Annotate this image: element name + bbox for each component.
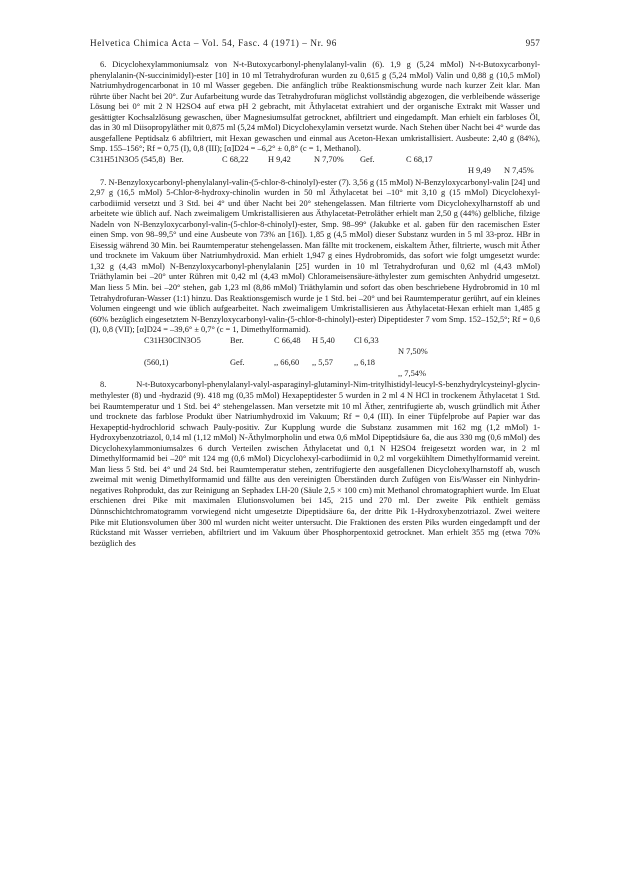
analysis-ber-label: Ber. [170, 155, 184, 165]
analysis-value: N 7,70% [314, 155, 344, 165]
elemental-analysis-6 [90, 155, 540, 166]
elemental-analysis-7-ber [144, 336, 540, 347]
elemental-analysis-7-gef [144, 358, 540, 369]
analysis-value: C 66,48 [274, 336, 301, 346]
analysis-formula: C31H30ClN3O5 [144, 336, 201, 346]
analysis-value: ,, 66,60 [274, 358, 300, 368]
analysis-formula: C31H51N3O5 (545,8) [90, 155, 166, 165]
elemental-analysis-7-gef-cont [398, 369, 540, 380]
paragraph-experiment-6: 6. Dicyclohexylammoniumsalz von N-t-Butoxycarbonyl-phenylalanyl-valin (6). 1,9 g (5,24 mMol) N-t-Butoxycarbonyl-phenylalanin-(N-succinimidyl)-ester [10] in 10 ml Tetrahydrofuran wurden zu 0,615 g (5,24 mMol) Valin und 0,88 g (10,5 mMol) Natriumhydrogencarbonat in 10 ml Wasser gegeben. Die anfänglich trübe Reaktionsmischung wurde nach kurzer Zeit klar. Man rührte über Nacht bei 20°. Zur Aufarbeitung wurde das Tetrahydrofuran möglichst vollständig abgezogen, die verbleibende wässerige Lösung bei 0° mit 2 N H2SO4 auf etwa pH 2 gebracht, mit Äthylacetat extrahiert und der organische Extrakt mit Wasser und gesättigter Kochsalzlösung gewaschen, über Magnesiumsulfat getrocknet, abfiltriert und eingedampft. Man erhielt ein farbloses Öl, das in 30 ml Diisopropyläther mit 0,875 ml (5,24 mMol) Dicyclohexylamin versetzt wurde. Nach Stehen über Nacht bei 4° wurde das ausgefallene Peptidsalz 6 abfiltriert, mit Hexan gewaschen und einmal aus Aceton-Hexan umkristallisiert. Ausbeute: 2,40 g (84%), Smp. 155–156°; Rf = 0,75 (I), 0,8 (III); [α]D24 = –6,2° ± 0,8° (c = 1, Methanol). [90, 60, 540, 154]
journal-citation: Helvetica Chimica Acta – Vol. 54, Fasc. 4 (1971) – Nr. 96 [90, 38, 337, 48]
paragraph-experiment-8: 8. N-t-Butoxycarbonyl-phenylalanyl-valyl-asparaginyl-glutaminyl-Nim-tritylhistidyl-leucyl-S-benzhydrylcysteinyl-glycin-methylester (8) und -hydrazid (9). 418 mg (0,35 mMol) Hexapeptidester 5 wurden in 2 ml 4 N HCl in trockenem Äthylacetat 1 Std. bei Raumtemperatur und 1 Std. bei 4° stehengelassen. Man versetzte mit 10 ml Äther, zentrifugierte ab, wusch gründlich mit Äther und trocknete das farblose Produkt über Natriumhydroxid im Vakuum; Rf = 0,4 (III). In einer Tüpfelprobe auf Papier war das Hexapeptid-hydrochlorid schwach Pauly-positiv. Zur Kupplung wurde die Substanz zusammen mit 162 mg (1,2 mMol) 1-Hydroxybenzotriazol, 0,14 ml (1,12 mMol) N-Äthylmorpholin und etwa 0,6 mMol Dipeptidsäure 6a, die aus 330 mg (0,6 mMol) des Dicyclohexylammoniumsalzes 6 durch Verteilen zwischen Äthylacetat und 0,1 N H2SO4 freigesetzt worden war, in 2 ml Dimethylformamid bei –20° mit 124 mg (0,6 mMol) Dicyclohexyl-carbodiimid in 0,2 ml vorgekühltem Dimethylformamid vereint. Man liess 5 Std. bei 4° und 24 Std. bei Raumtemperatur stehen, zentrifugierte den ausgefallenen Dicyclohexylharnstoff ab, wusch zweimal mit wenig Dimethylformamid und fällte aus den vereinigten Überständen durch Zufügen von Eis/Wasser ein Ninhydrin-negatives Rohprodukt, das zur Reinigung an Sephadex LH-20 (Säule 2,5 × 100 cm) mit Methanol chromatographiert wurde. Im Eluat erschienen drei Pike mit maximalen Elutionsvolumen bei 145, 215 und 270 ml. Der zweite Pik enthielt gemäss Dünnschichtchromatogramm vorwiegend nicht umgesetzte Dipeptidsäure 6a, der dritte Pik 1-Hydroxybenzotriazol. Zwei weitere Pike mit Elutionsvolumen über 300 ml wurden nicht weiter untersucht. Die Fraktionen des ersten Piks wurden eingedampft und der Rückstand mit Wasser verrieben, abfiltriert und im Vakuum über Phosphorpentoxid getrocknet. Man erhielt 355 mg (etwa 70% bezüglich des [90, 380, 540, 548]
analysis-value: H 9,42 [268, 155, 291, 165]
analysis-value: ,, 6,18 [354, 358, 375, 368]
article-body [90, 60, 540, 549]
analysis-mw: (560,1) [144, 358, 169, 368]
page-number: 957 [525, 38, 540, 48]
elemental-analysis-7-ber-cont [398, 347, 540, 358]
elemental-analysis-6-cont [468, 166, 540, 177]
analysis-value: ,, 7,54% [398, 369, 426, 379]
paragraph-experiment-7: 7. N-Benzyloxycarbonyl-phenylalanyl-valin-(5-chlor-8-chinolyl)-ester (7). 3,56 g (15 mMol) N-Benzyloxycarbonyl-valin [24] und 2,97 g (16,5 mMol) 5-Chlor-8-hydroxy-chinolin wurden in 50 ml Äthylacetat bei –10° mit 3,10 g (15 mMol) Dicyclohexyl-carbodiimid versetzt und 3 Std. bei 4° und über Nacht bei 20° stehengelassen. Man filtrierte vom Dicyclohexylharnstoff ab und arbeitete wie üblich auf. Nach zweimaligem Umkristallisieren aus Äthylacetat-Petroläther erhielt man 2,50 g (44%) gelbliche, filzige Nadeln von N-Benzyloxycarbonyl-valin-(5-chlor-8-chinolyl)-ester, Smp. 98–99° (Jakubke et al. gaben für den racemischen Ester einen Smp. von 98–99,5° und eine Ausbeute von 73% an [16]). 1,85 g (4,5 mMol) dieser Substanz wurden in 5 ml 33-proz. HBr in Eisessig während 30 Min. bei Raumtemperatur stehengelassen. Man fällte mit trockenem, eiskaltem Äther, filtrierte, wusch mit Äther und trocknete im Vakuum über Natriumhydroxid. Man erhielt 1,947 g eines Hydrobromids, das sofort wie folgt umgesetzt wurde: 1,32 g (4,43 mMol) N-Benzyloxycarbonyl-phenylalanin [25] wurden in 10 ml Tetrahydrofuran und 0,62 ml (4,43 mMol) Triäthylamin bei –20° unter Rühren mit 0,42 ml (4,43 mMol) Chlorameisensäure-äthylester zum gemischten Anhydrid umgesetzt. Man liess 5 Min. bei –20° stehen, gab 1,23 ml (8,86 mMol) Triäthylamin und sofort das oben beschriebene Hydrobromid in 10 ml Tetrahydrofuran-Wasser (1:1) hinzu. Das Reaktionsgemisch wurde je 1 Std. bei –20° und bei Raumtemperatur gerührt, auf ein kleines Volumen eingeengt und wie üblich aufgearbeitet. Nach zweimaligem Umkristallisieren aus Äthylacetat-Hexan erhielt man 1,485 g (60% bezüglich eingesetztem N-Benzyloxycarbonyl-valin-(5-chlor-8-chinolyl)-ester) Dipeptidester 7 vom Smp. 152–152,5°; Rf = 0,6 (I), 0,8 (VII); [α]D24 = –39,6° ± 0,7° (c = 1, Dimethylformamid). [90, 177, 540, 335]
analysis-value: C 68,17 [406, 155, 433, 165]
running-header [90, 38, 540, 48]
analysis-ber-label: Ber. [230, 336, 244, 346]
analysis-value: ,, 5,57 [312, 358, 333, 368]
analysis-value: H 5,40 [312, 336, 335, 346]
analysis-gef-label: Gef. [360, 155, 375, 165]
analysis-value: N 7,45% [504, 166, 534, 176]
analysis-value: H 9,49 [468, 166, 491, 176]
analysis-value: C 68,22 [222, 155, 249, 165]
analysis-gef-label: Gef. [230, 358, 245, 368]
document-page [90, 38, 540, 549]
analysis-value: N 7,50% [398, 347, 428, 357]
analysis-value: Cl 6,33 [354, 336, 379, 346]
